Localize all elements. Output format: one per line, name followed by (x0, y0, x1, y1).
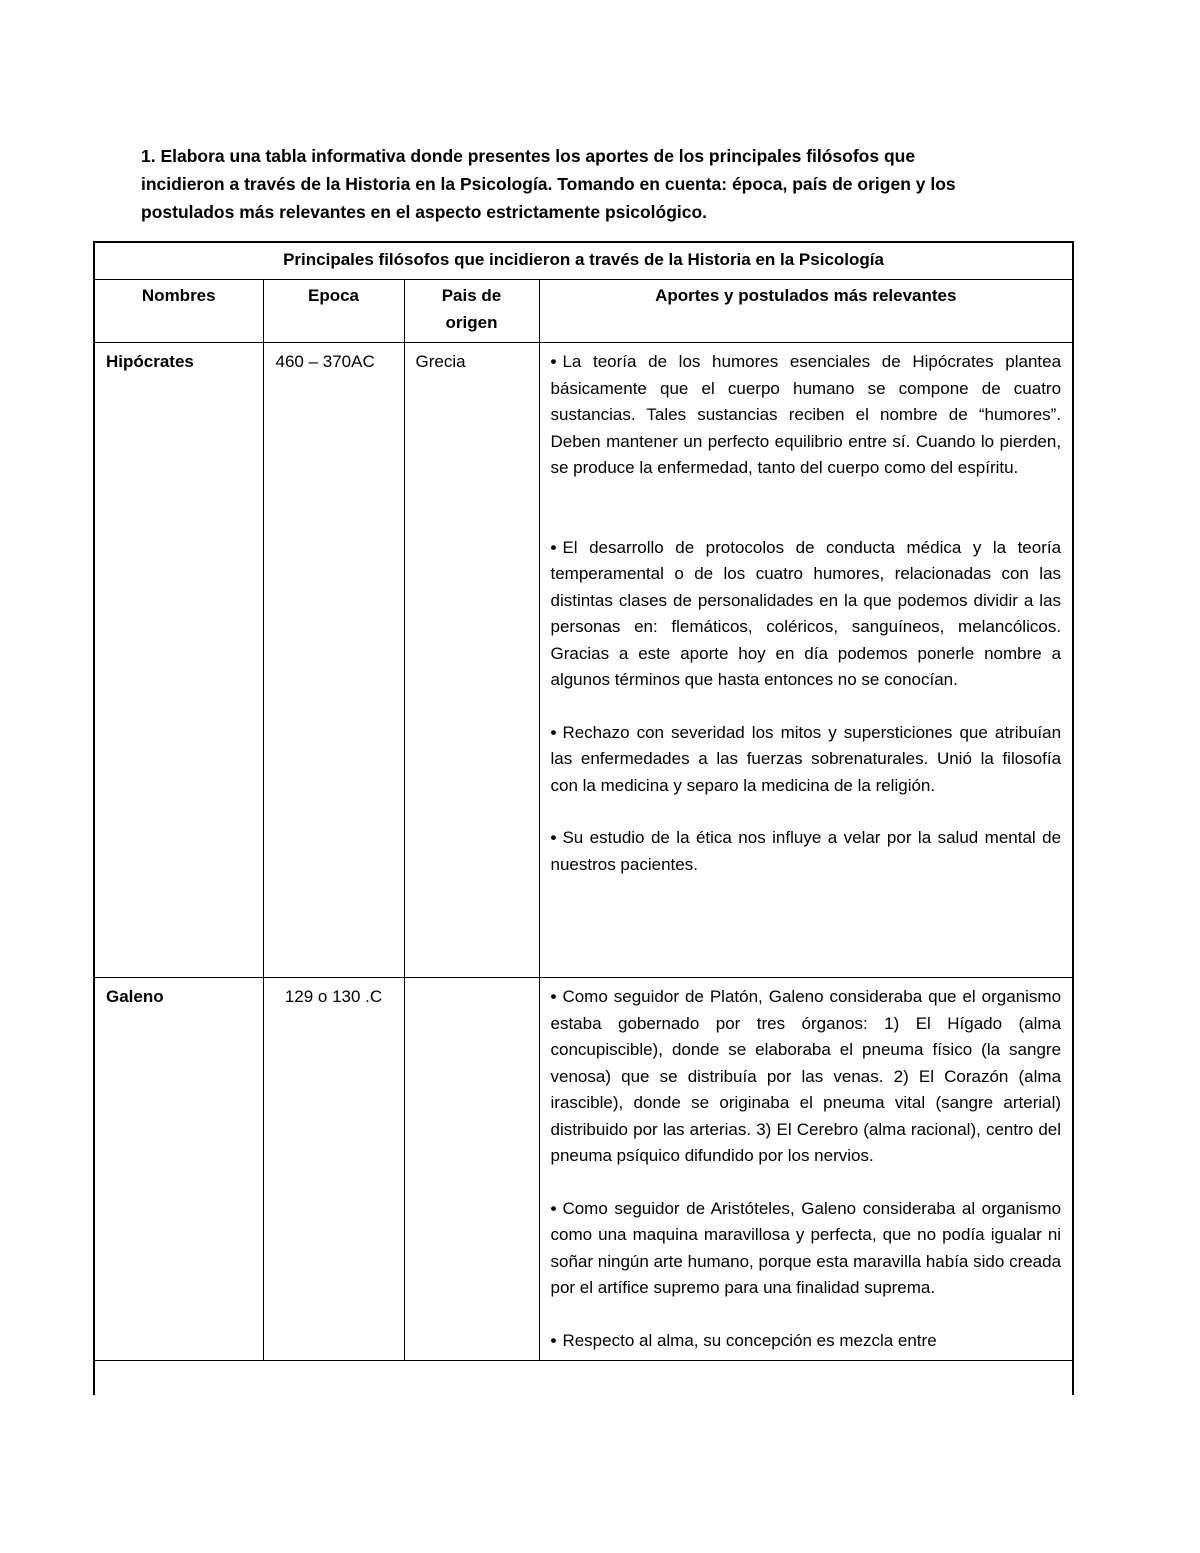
aporte-item (551, 1196, 1062, 1302)
bullet-icon: • (550, 352, 557, 371)
header-nombres: Nombres (95, 280, 263, 343)
row-name: Hipócrates (95, 343, 263, 978)
table-title: Principales filósofos que incidieron a través de la Historia en la Psicología (95, 243, 1072, 280)
aporte-text: Respecto al alma, su concepción es mezcla entre (562, 1330, 937, 1350)
row-epoca: 460 – 370AC (263, 343, 404, 978)
header-pais: Pais de origen (404, 280, 539, 343)
aporte-item (551, 535, 1062, 694)
aporte-text: La teoría de los humores esenciales de Hipócrates plantea básicamente que el cuerpo humano se compone de cuatro sustancias. Tales sustancias reciben el nombre de “humores”. Deben mantener un perfecto equilibrio entre sí. Cuando lo pierden, se produce la enfermedad, tanto del cuerpo como del espíritu. (550, 352, 1062, 477)
table-row (95, 978, 1072, 1361)
aporte-item (551, 720, 1062, 800)
aporte-item (551, 825, 1062, 878)
row-epoca: 129 o 130 .C (263, 978, 404, 1361)
aporte-text: Como seguidor de Platón, Galeno consideraba que el organismo estaba gobernado por tres órganos: 1) El Hígado (alma concupiscible), donde se elaboraba el pneuma físico (la sangre venosa) que se distribuía por las venas. 2) El Corazón (alma irascible), donde se originaba el pneuma vital (sangre arterial) distribuido por las arterias. 3) El Cerebro (alma racional), centro del pneuma psíquico difundido por los nervios. (550, 987, 1062, 1165)
instruction-text: 1. Elabora una tabla informativa donde presentes los aportes de los principales filósofos que incidieron a través de la Historia en la Psicología. Tomando en cuenta: época, país de origen y los postulados más relevantes en el aspecto estrictamente psicológico. (141, 146, 956, 222)
header-aportes: Aportes y postulados más relevantes (539, 280, 1072, 343)
bullet-icon: • (550, 987, 557, 1006)
row-name: Galeno (95, 978, 263, 1361)
aporte-text: El desarrollo de protocolos de conducta médica y la teoría temperamental o de los cuatro humores, relacionadas con las distintas clases de personalidades en la que podemos dividir a las personas en: flemáticos, coléricos, sanguíneos, melancólicos. Gracias a este aporte hoy en día podemos ponerle nombre a algunos términos que hasta entonces no se conocían. (550, 537, 1062, 689)
bullet-icon: • (550, 1330, 557, 1350)
aporte-item (551, 984, 1062, 1170)
aporte-text: Como seguidor de Aristóteles, Galeno consideraba al organismo como una maquina maravillosa y perfecta, que no podía igualar ni soñar ningún arte humano, porque esta maravilla había sido creada por el artífice supremo para una finalidad suprema. (550, 1198, 1062, 1297)
aporte-item (551, 349, 1062, 482)
row-aportes (539, 343, 1072, 978)
bullet-icon: • (550, 1198, 557, 1218)
row-pais (404, 978, 539, 1361)
aporte-text: Su estudio de la ética nos influye a velar por la salud mental de nuestros pacientes. (550, 828, 1062, 874)
aporte-text: Rechazo con severidad los mitos y supersticiones que atribuían las enfermedades a las fuerzas sobrenaturales. Unió la filosofía con la medicina y separo la medicina de la religión. (550, 722, 1062, 795)
bullet-icon: • (550, 722, 557, 742)
header-epoca: Epoca (263, 280, 404, 343)
row-pais: Grecia (404, 343, 539, 978)
philosophers-table (95, 243, 1072, 1361)
aporte-item (551, 1328, 1062, 1355)
philosophers-table-container (93, 241, 1074, 1395)
row-aportes (539, 978, 1072, 1361)
bullet-icon: • (550, 828, 557, 847)
bullet-icon: • (550, 537, 557, 557)
table-row (95, 343, 1072, 978)
